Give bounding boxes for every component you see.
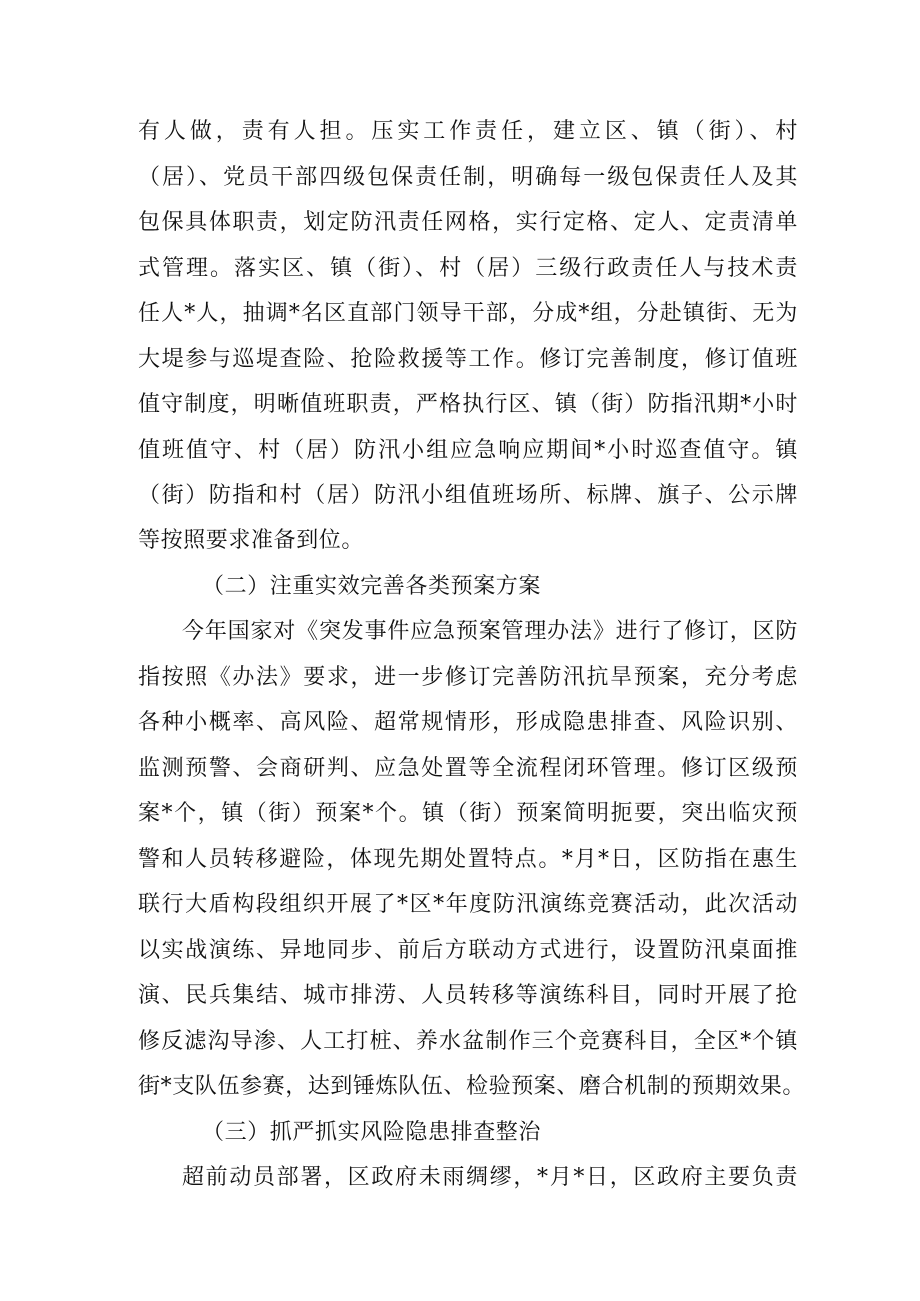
text-line: 案*个，镇（街）预案*个。镇（街）预案简明扼要，突出临灾预	[138, 801, 798, 826]
text-line: 联行大盾构段组织开展了*区*年度防汛演练竞赛活动，此次活动	[138, 892, 798, 917]
text-line: 值守制度，明晰值班职责，严格执行区、镇（街）防指汛期*小时	[138, 392, 798, 417]
text-line: 警和人员转移避险，体现先期处置特点。*月*日，区防指在惠生	[138, 847, 798, 872]
section-heading: （二）注重实效完善各类预案方案	[202, 574, 542, 599]
text-line: 任人*人，抽调*名区直部门领导干部，分成*组，分赴镇街、无为	[138, 301, 798, 326]
paragraph-first-line: 超前动员部署，区政府未雨绸缪，*月*日，区政府主要负责	[182, 1165, 798, 1190]
text-line: 街*支队伍参赛，达到锤炼队伍、检验预案、磨合机制的预期效果。	[138, 1074, 806, 1099]
text-line: 演、民兵集结、城市排涝、人员转移等演练科目，同时开展了抢	[138, 983, 798, 1008]
text-line: 有人做，责有人担。压实工作责任，建立区、镇（街）、村	[138, 119, 798, 144]
paragraph-first-line: 今年国家对《突发事件应急预案管理办法》进行了修订，区防	[182, 619, 798, 644]
section-heading: （三）抓严抓实风险隐患排查整治	[202, 1120, 542, 1145]
text-line: （居）、党员干部四级包保责任制，明确每一级包保责任人及其	[138, 165, 798, 190]
text-line: 监测预警、会商研判、应急处置等全流程闭环管理。修订区级预	[138, 756, 798, 781]
text-line: 各种小概率、高风险、超常规情形，形成隐患排查、风险识别、	[138, 710, 798, 735]
text-line: 以实战演练、异地同步、前后方联动方式进行，设置防汛桌面推	[138, 938, 798, 963]
text-line: 包保具体职责，划定防汛责任网格，实行定格、定人、定责清单	[138, 210, 798, 235]
text-line: 指按照《办法》要求，进一步修订完善防汛抗旱预案，充分考虑	[138, 665, 798, 690]
text-line: 式管理。落实区、镇（街）、村（居）三级行政责任人与技术责	[138, 256, 798, 281]
text-line: 值班值守、村（居）防汛小组应急响应期间*小时巡查值守。镇	[138, 438, 798, 463]
text-line: （街）防指和村（居）防汛小组值班场所、标牌、旗子、公示牌	[138, 483, 798, 508]
text-line: 大堤参与巡堤查险、抢险救援等工作。修订完善制度，修订值班	[138, 347, 798, 372]
text-line: 修反滤沟导渗、人工打桩、养水盆制作三个竞赛科目，全区*个镇	[138, 1029, 798, 1054]
text-line: 等按照要求准备到位。	[138, 528, 365, 553]
